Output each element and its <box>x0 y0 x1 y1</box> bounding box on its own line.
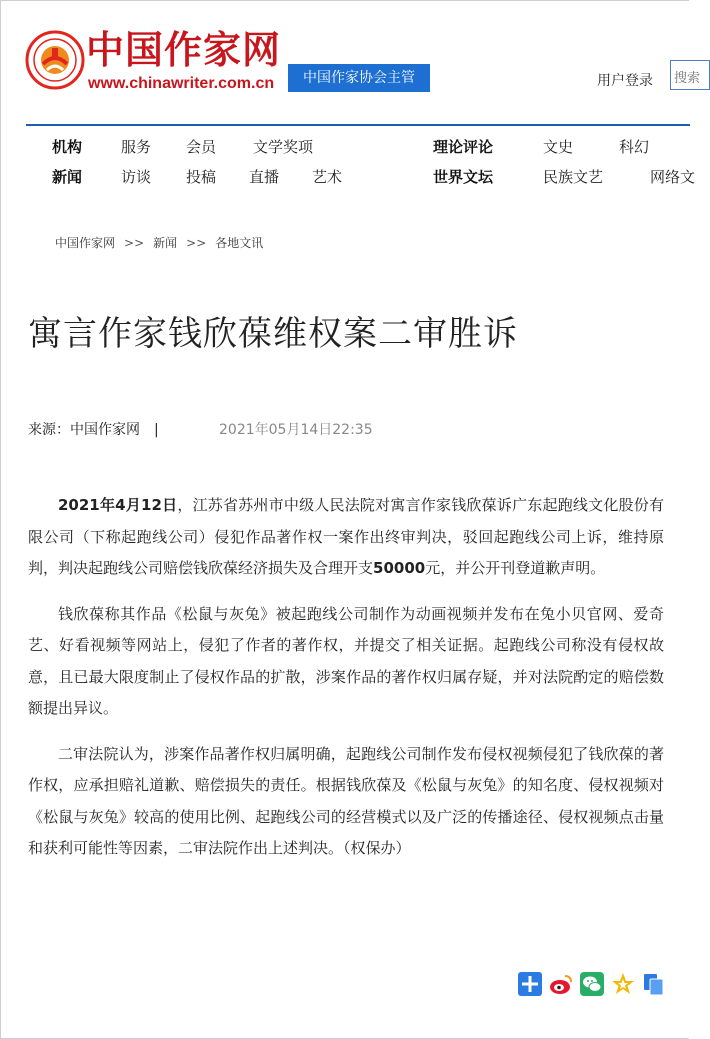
wechat-icon[interactable] <box>580 972 604 996</box>
share-plus-icon[interactable] <box>518 972 542 996</box>
publish-timestamp: 2021年05月14日22:35 <box>219 422 373 438</box>
breadcrumb-regional-news[interactable]: 各地文讯 <box>215 236 264 250</box>
paragraph-text: 元，并公开刊登道歉声明。 <box>425 559 606 577</box>
login-link[interactable]: 用户登录 <box>597 73 653 89</box>
nav-item-fangtan[interactable]: 访谈 <box>121 168 152 186</box>
breadcrumb-home[interactable]: 中国作家网 <box>55 236 116 250</box>
writers-association-logo <box>25 30 85 90</box>
weibo-icon[interactable] <box>549 972 573 996</box>
meta-divider: | <box>154 422 159 438</box>
site-url[interactable]: www.chinawriter.com.cn <box>88 75 275 92</box>
paragraph-text: ，江苏省苏州市中级人民法院对寓言作家钱欣葆诉广东起跑线文化股份有限公司（下称起跑线公司）侵犯作品著作权一案作出终审判决，驳回起跑线公司上诉，维持原判，判决起跑线公司赔偿钱欣葆经济损失及合理开支 <box>28 496 665 577</box>
org-badge: 中国作家协会主管 <box>288 64 430 92</box>
court-date: 2021年4月12日 <box>58 496 178 514</box>
nav-item-kehuan[interactable]: 科幻 <box>619 138 650 156</box>
article-paragraph: 二审法院认为，涉案作品著作权归属明确，起跑线公司制作发布侵权视频侵犯了钱欣葆的著作权，应承担赔礼道歉、赔偿损失的责任。根据钱欣葆及《松鼠与灰兔》的知名度、侵权视频对《松鼠与灰兔》较高的使用比例、起跑线公司的经营模式以及广泛的传播途径、侵权视频点击量和获利可能性等因素，二审法院作出上述判决。（权保办） <box>28 744 664 857</box>
source-name: 中国作家网 <box>70 422 140 438</box>
breadcrumb-separator: >> <box>186 236 207 250</box>
compensation-amount: 50000 <box>373 559 426 577</box>
nav-item-wenxuejiangxiang[interactable]: 文学奖项 <box>253 138 314 156</box>
nav-item-lilunpinglun[interactable]: 理论评论 <box>433 138 494 156</box>
nav-item-yishu[interactable]: 艺术 <box>312 168 343 186</box>
breadcrumb <box>55 234 263 251</box>
article-paragraph <box>28 490 664 585</box>
source-label: 来源： <box>28 422 70 438</box>
nav-item-wenshi[interactable]: 文史 <box>543 138 574 156</box>
article-meta <box>28 419 373 439</box>
breadcrumb-news[interactable]: 新闻 <box>153 236 178 250</box>
copy-icon[interactable] <box>642 972 666 996</box>
nav-item-tougao[interactable]: 投稿 <box>186 168 217 186</box>
breadcrumb-separator: >> <box>124 236 145 250</box>
favorite-star-icon[interactable] <box>611 972 635 996</box>
header-divider <box>26 124 690 126</box>
nav-item-jigou[interactable]: 机构 <box>52 138 83 156</box>
nav-item-shijiewentan[interactable]: 世界文坛 <box>433 168 494 186</box>
nav-item-minzuwenyi[interactable]: 民族文艺 <box>543 168 604 186</box>
nav-item-fuwu[interactable]: 服务 <box>121 138 152 156</box>
nav-item-wangluowen[interactable]: 网络文 <box>650 168 696 186</box>
article-paragraph: 钱欣葆称其作品《松鼠与灰兔》被起跑线公司制作为动画视频并发布在兔小贝官网、爱奇艺、好看视频等网站上，侵犯了作者的著作权，并提交了相关证据。起跑线公司称没有侵权故意，且已最大限度制止了侵权作品的扩散，涉案作品的著作权归属存疑，并对法院酌定的赔偿数额提出异议。 <box>28 604 664 717</box>
site-brand-name[interactable]: 中国作家网 <box>86 27 282 72</box>
article-title: 寓言作家钱欣葆维权案二审胜诉 <box>28 314 518 354</box>
article-body <box>28 490 664 879</box>
nav-item-huiyuan[interactable]: 会员 <box>186 138 217 156</box>
nav-item-zhibo[interactable]: 直播 <box>249 168 280 186</box>
search-input[interactable]: 搜索 <box>670 60 710 90</box>
nav-item-xinwen[interactable]: 新闻 <box>52 168 83 186</box>
